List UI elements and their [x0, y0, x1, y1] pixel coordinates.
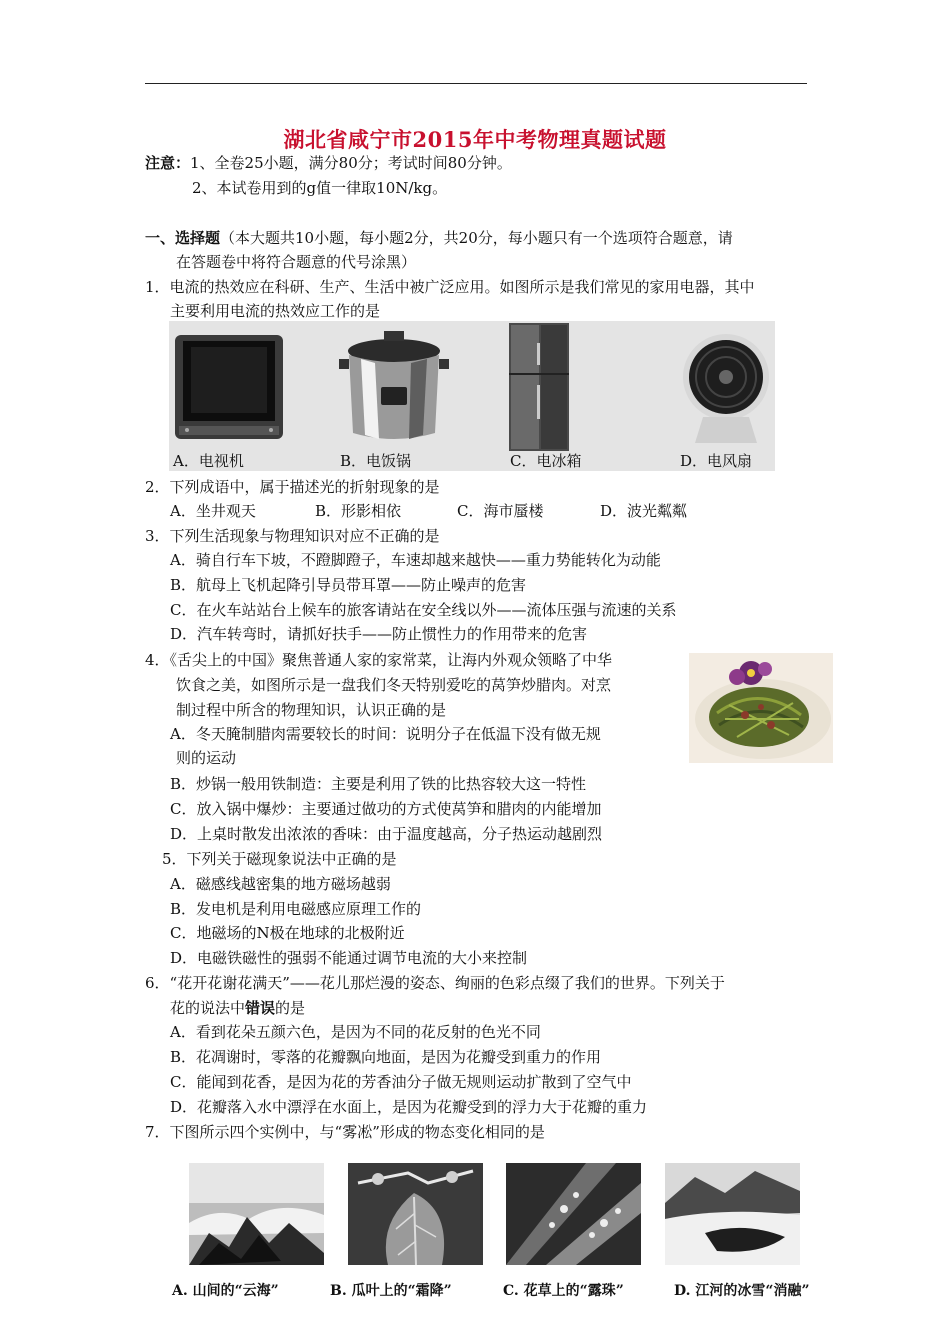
cloud-sea-image: [189, 1163, 324, 1265]
q1-option-c: C．电冰箱: [510, 452, 582, 470]
q1-appliance-figure: [169, 321, 775, 471]
section-heading: 一、选择题: [145, 229, 221, 247]
q1-stem-2: 主要利用电流的热效应工作的是: [170, 302, 381, 320]
q4-option-b: B．炒锅一般用铁制造：主要是利用了铁的比热容较大这一特性: [170, 775, 587, 793]
q7-image-a: [189, 1163, 324, 1265]
q7-stem: 7．下图所示四个实例中，与“雾凇”形成的物态变化相同的是: [145, 1123, 545, 1141]
q6-option-c: C．能闻到花香，是因为花的芳香油分子做无规则运动扩散到了空气中: [170, 1073, 632, 1091]
notice-line-2: 2、本试卷用到的g值一律取10N/kg。: [192, 179, 448, 197]
q4-dish-photo: [689, 653, 833, 763]
melting-river-image: [665, 1163, 800, 1265]
q7-image-b: [348, 1163, 483, 1265]
q6-option-a: A．看到花朵五颜六色，是因为不同的花反射的色光不同: [170, 1023, 541, 1041]
dish-image: [689, 653, 833, 763]
q5-option-d: D．电磁铁磁性的强弱不能通过调节电流的大小来控制: [170, 949, 528, 967]
q3-option-b: B．航母上飞机起降引导员带耳罩——防止噪声的危害: [170, 576, 527, 594]
q4-option-c: C．放入锅中爆炒：主要通过做功的方式使莴笋和腊肉的内能增加: [170, 800, 602, 818]
q2-stem: 2．下列成语中，属于描述光的折射现象的是: [145, 478, 440, 496]
section-desc-2: 在答题卷中将符合题意的代号涂黑）: [176, 253, 417, 271]
fan-image: [681, 329, 771, 447]
top-rule: [145, 83, 807, 84]
notice-label: 注意：: [145, 154, 191, 172]
q6-stem-2a: 花的说法中: [170, 999, 246, 1017]
fridge-image: [507, 323, 571, 469]
q6-stem-2c: 的是: [275, 999, 306, 1017]
q6-option-d: D．花瓣落入水中漂浮在水面上，是因为花瓣受到的浮力大于花瓣的重力: [170, 1098, 648, 1116]
notice-text-1: 1、全卷25小题，满分80分；考试时间80分钟。: [190, 154, 512, 172]
q5-stem: 5．下列关于磁现象说法中正确的是: [162, 850, 397, 868]
q4-option-d: D．上桌时散发出浓浓的香味：由于温度越高，分子热运动越剧烈: [170, 825, 603, 843]
q2-option-d: D．波光粼粼: [600, 502, 688, 520]
notice-line-1: [145, 154, 512, 172]
rice-cooker-image: [339, 329, 449, 447]
q6-stem-2: [170, 999, 305, 1017]
q3-option-a: A．骑自行车下坡，不蹬脚蹬子，车速却越来越快——重力势能转化为动能: [170, 551, 661, 569]
section-heading-line: [145, 229, 733, 247]
q2-option-c: C．海市蜃楼: [457, 502, 544, 520]
q4-option-a-1: A．冬天腌制腊肉需要较长的时间：说明分子在低温下没有做无规: [170, 725, 601, 743]
q3-stem: 3．下列生活现象与物理知识对应不正确的是: [145, 527, 440, 545]
q7-image-d: [665, 1163, 800, 1265]
frost-leaf-image: [348, 1163, 483, 1265]
q7-image-c: [506, 1163, 641, 1265]
q3-option-d: D．汽车转弯时，请抓好扶手——防止惯性力的作用带来的危害: [170, 625, 588, 643]
q7-option-b: B. 瓜叶上的“霜降”: [330, 1283, 452, 1299]
tv-image: [173, 331, 285, 445]
q4-option-a-2: 则的运动: [176, 749, 237, 767]
section-desc-1: （本大题共10小题，每小题2分，共20分，每小题只有一个选项符合题意，请: [220, 229, 733, 247]
q1-option-a: A．电视机: [173, 452, 244, 470]
q1-option-b: B．电饭锅: [340, 452, 412, 470]
q7-option-c: C. 花草上的“露珠”: [503, 1283, 624, 1299]
page-title: 湖北省咸宁市2015年中考物理真题试题: [283, 127, 667, 152]
q4-stem-3: 制过程中所含的物理知识，认识正确的是: [176, 701, 447, 719]
q4-stem-2: 饮食之美，如图所示是一盘我们冬天特别爱吃的莴笋炒腊肉。对烹: [176, 676, 612, 694]
q1-option-d: D．电风扇: [680, 452, 753, 470]
q2-option-b: B．形影相依: [315, 502, 402, 520]
dew-drops-image: [506, 1163, 641, 1265]
q5-option-b: B．发电机是利用电磁感应原理工作的: [170, 900, 422, 918]
q5-option-a: A．磁感线越密集的地方磁场越弱: [170, 875, 391, 893]
q6-stem-1: 6．“花开花谢花满天”——花儿那烂漫的姿态、绚丽的色彩点缀了我们的世界。下列关于: [145, 974, 725, 992]
q6-option-b: B．花凋谢时，零落的花瓣飘向地面，是因为花瓣受到重力的作用: [170, 1048, 602, 1066]
q5-option-c: C．地磁场的N极在地球的北极附近: [170, 924, 405, 942]
q7-option-d: D. 江河的冰雪“消融”: [674, 1283, 810, 1299]
q2-option-a: A．坐井观天: [170, 502, 256, 520]
q6-emphasis: 错误: [245, 999, 276, 1017]
q3-option-c: C．在火车站站台上候车的旅客请站在安全线以外——流体压强与流速的关系: [170, 601, 677, 619]
q1-stem-1: 1．电流的热效应在科研、生产、生活中被广泛应用。如图所示是我们常见的家用电器，其中: [145, 278, 755, 296]
q7-option-a: A. 山间的“云海”: [172, 1283, 279, 1299]
q4-stem-1: 4．《舌尖上的中国》聚焦普通人家的家常菜，让海内外观众领略了中华: [145, 651, 613, 669]
